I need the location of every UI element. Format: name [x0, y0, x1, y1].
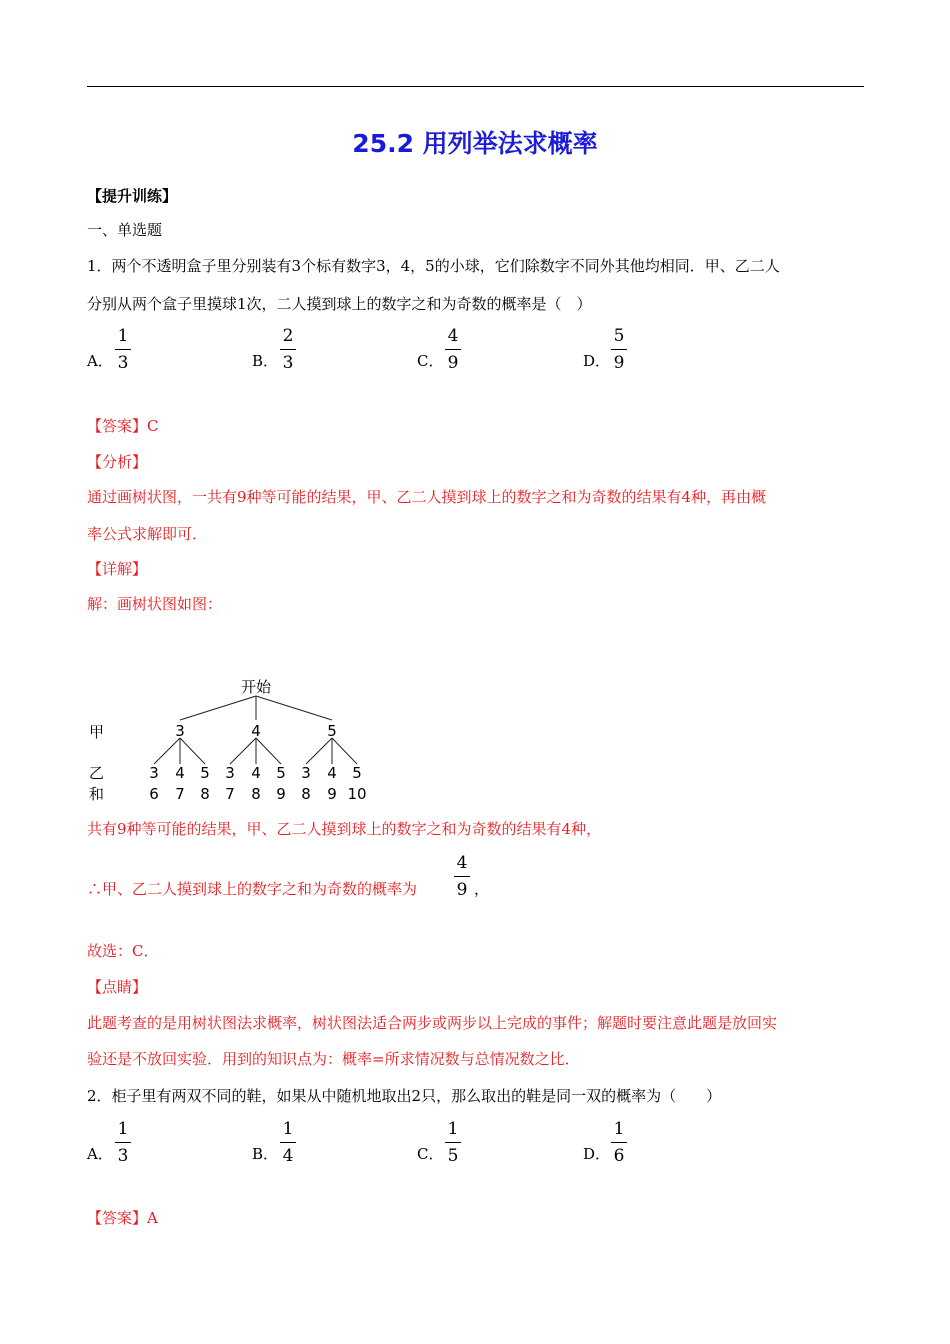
tree-sum: 10 — [347, 785, 367, 803]
denominator: 5 — [447, 1146, 459, 1166]
answer-tag: 【答案】 — [87, 1209, 148, 1227]
denominator: 9 — [456, 880, 468, 900]
q1-detail-intro: 解：画树状图如图： — [87, 595, 223, 613]
row-label-jia: 甲 — [89, 723, 105, 741]
tree-sum: 9 — [276, 785, 286, 803]
denominator: 9 — [447, 353, 459, 373]
option-fraction — [445, 1119, 461, 1166]
tree-node-l2: 3 — [301, 764, 311, 782]
tree-sum: 8 — [301, 785, 311, 803]
q1-detail-tag: 【详解】 — [87, 560, 148, 578]
option-fraction — [445, 326, 461, 373]
option-label: B． — [252, 1145, 279, 1163]
q1-comment-tag: 【点睛】 — [87, 978, 148, 996]
branch-line — [256, 696, 332, 720]
tree-sum: 6 — [149, 785, 159, 803]
denominator: 4 — [282, 1146, 294, 1166]
denominator: 3 — [282, 353, 294, 373]
tree-node-l2: 5 — [352, 764, 362, 782]
branch-line — [306, 738, 332, 764]
q1-result-line: 共有9种等可能的结果，甲、乙二人摸到球上的数字之和为奇数的结果有4种， — [87, 820, 602, 838]
tree-node-l2: 4 — [327, 764, 337, 782]
tree-sum: 9 — [327, 785, 337, 803]
conclusion-text: ∴甲、乙二人摸到球上的数字之和为奇数的概率为 — [87, 880, 418, 898]
option-label: D． — [583, 1145, 611, 1163]
option-label: C． — [417, 1145, 444, 1163]
option-fraction — [115, 326, 131, 373]
branch-line — [332, 738, 357, 764]
tree-sum: 8 — [251, 785, 261, 803]
numerator: 1 — [613, 1119, 625, 1139]
tree-sum: 8 — [200, 785, 210, 803]
option-label: A． — [87, 352, 113, 370]
denominator: 3 — [117, 353, 129, 373]
tree-diagram — [84, 674, 384, 806]
row-label-yi: 乙 — [89, 764, 105, 782]
option-label: C． — [417, 352, 444, 370]
tree-node-l2: 4 — [251, 764, 261, 782]
tree-node-l1: 3 — [175, 722, 185, 740]
q1-comment-line2: 验还是不放回实验．用到的知识点为：概率=所求情况数与总情况数之比． — [87, 1050, 580, 1068]
q1-answer — [87, 416, 159, 436]
option-label: B． — [252, 352, 279, 370]
header-rule — [87, 86, 864, 87]
numerator: 4 — [456, 853, 468, 873]
tree-node-l2: 5 — [200, 764, 210, 782]
q2-text-line1: 2．柜子里有两双不同的鞋，如果从中随机地取出2只，那么取出的鞋是同一双的概率为（ ） — [87, 1087, 722, 1105]
tree-node-l2: 3 — [225, 764, 235, 782]
q1-text-line1: 1．两个不透明盒子里分别装有3个标有数字3，4，5的小球，它们除数字不同外其他均相同．甲、乙二人 — [87, 257, 780, 275]
option-fraction — [611, 1119, 627, 1166]
branch-line — [154, 738, 180, 764]
option-label: D． — [583, 352, 611, 370]
branch-line — [180, 738, 205, 764]
tree-node-l2: 4 — [175, 764, 185, 782]
section-type: 一、单选题 — [87, 221, 163, 239]
answer-value: C — [147, 417, 159, 435]
numerator: 5 — [613, 326, 625, 346]
branch-line — [180, 696, 256, 720]
denominator: 6 — [613, 1146, 625, 1166]
tree-node-l2: 5 — [276, 764, 286, 782]
conclusion-fraction — [454, 853, 470, 900]
q2-answer — [87, 1208, 158, 1228]
option-fraction — [280, 326, 296, 373]
option-label: A． — [87, 1145, 113, 1163]
q1-analysis-tag: 【分析】 — [87, 453, 148, 471]
option-fraction — [280, 1119, 296, 1166]
q1-conclusion — [87, 879, 417, 899]
branch-line — [230, 738, 256, 764]
q1-choose: 故选：C． — [87, 942, 159, 960]
page-title: 25.2 用列举法求概率 — [352, 129, 598, 158]
conclusion-suffix: ， — [474, 880, 490, 898]
numerator: 1 — [447, 1119, 459, 1139]
denominator: 3 — [117, 1146, 129, 1166]
tree-node-l2: 3 — [149, 764, 159, 782]
q1-text-line2: 分别从两个盒子里摸球1次，二人摸到球上的数字之和为奇数的概率是（ ） — [87, 295, 592, 313]
q1-analysis-line1: 通过画树状图，一共有9种等可能的结果，甲、乙二人摸到球上的数字之和为奇数的结果有4种，再由概 — [87, 488, 767, 506]
branch-line — [256, 738, 281, 764]
q1-analysis-line2: 率公式求解即可． — [87, 525, 208, 543]
option-fraction — [611, 326, 627, 373]
tree-root: 开始 — [240, 678, 272, 696]
numerator: 2 — [282, 326, 294, 346]
numerator: 4 — [447, 326, 459, 346]
row-label-he: 和 — [89, 785, 105, 803]
section-heading: 【提升训练】 — [87, 187, 178, 205]
tree-node-l1: 5 — [327, 722, 337, 740]
numerator: 1 — [282, 1119, 294, 1139]
answer-value: A — [147, 1209, 158, 1227]
q1-comment-line1: 此题考查的是用树状图法求概率，树状图法适合两步或两步以上完成的事件；解题时要注意此题是放回实 — [87, 1014, 778, 1032]
tree-node-l1: 4 — [251, 722, 261, 740]
tree-sum: 7 — [175, 785, 185, 803]
denominator: 9 — [613, 353, 625, 373]
tree-sum: 7 — [225, 785, 235, 803]
numerator: 1 — [117, 1119, 129, 1139]
numerator: 1 — [117, 326, 129, 346]
answer-tag: 【答案】 — [87, 417, 148, 435]
option-fraction — [115, 1119, 131, 1166]
